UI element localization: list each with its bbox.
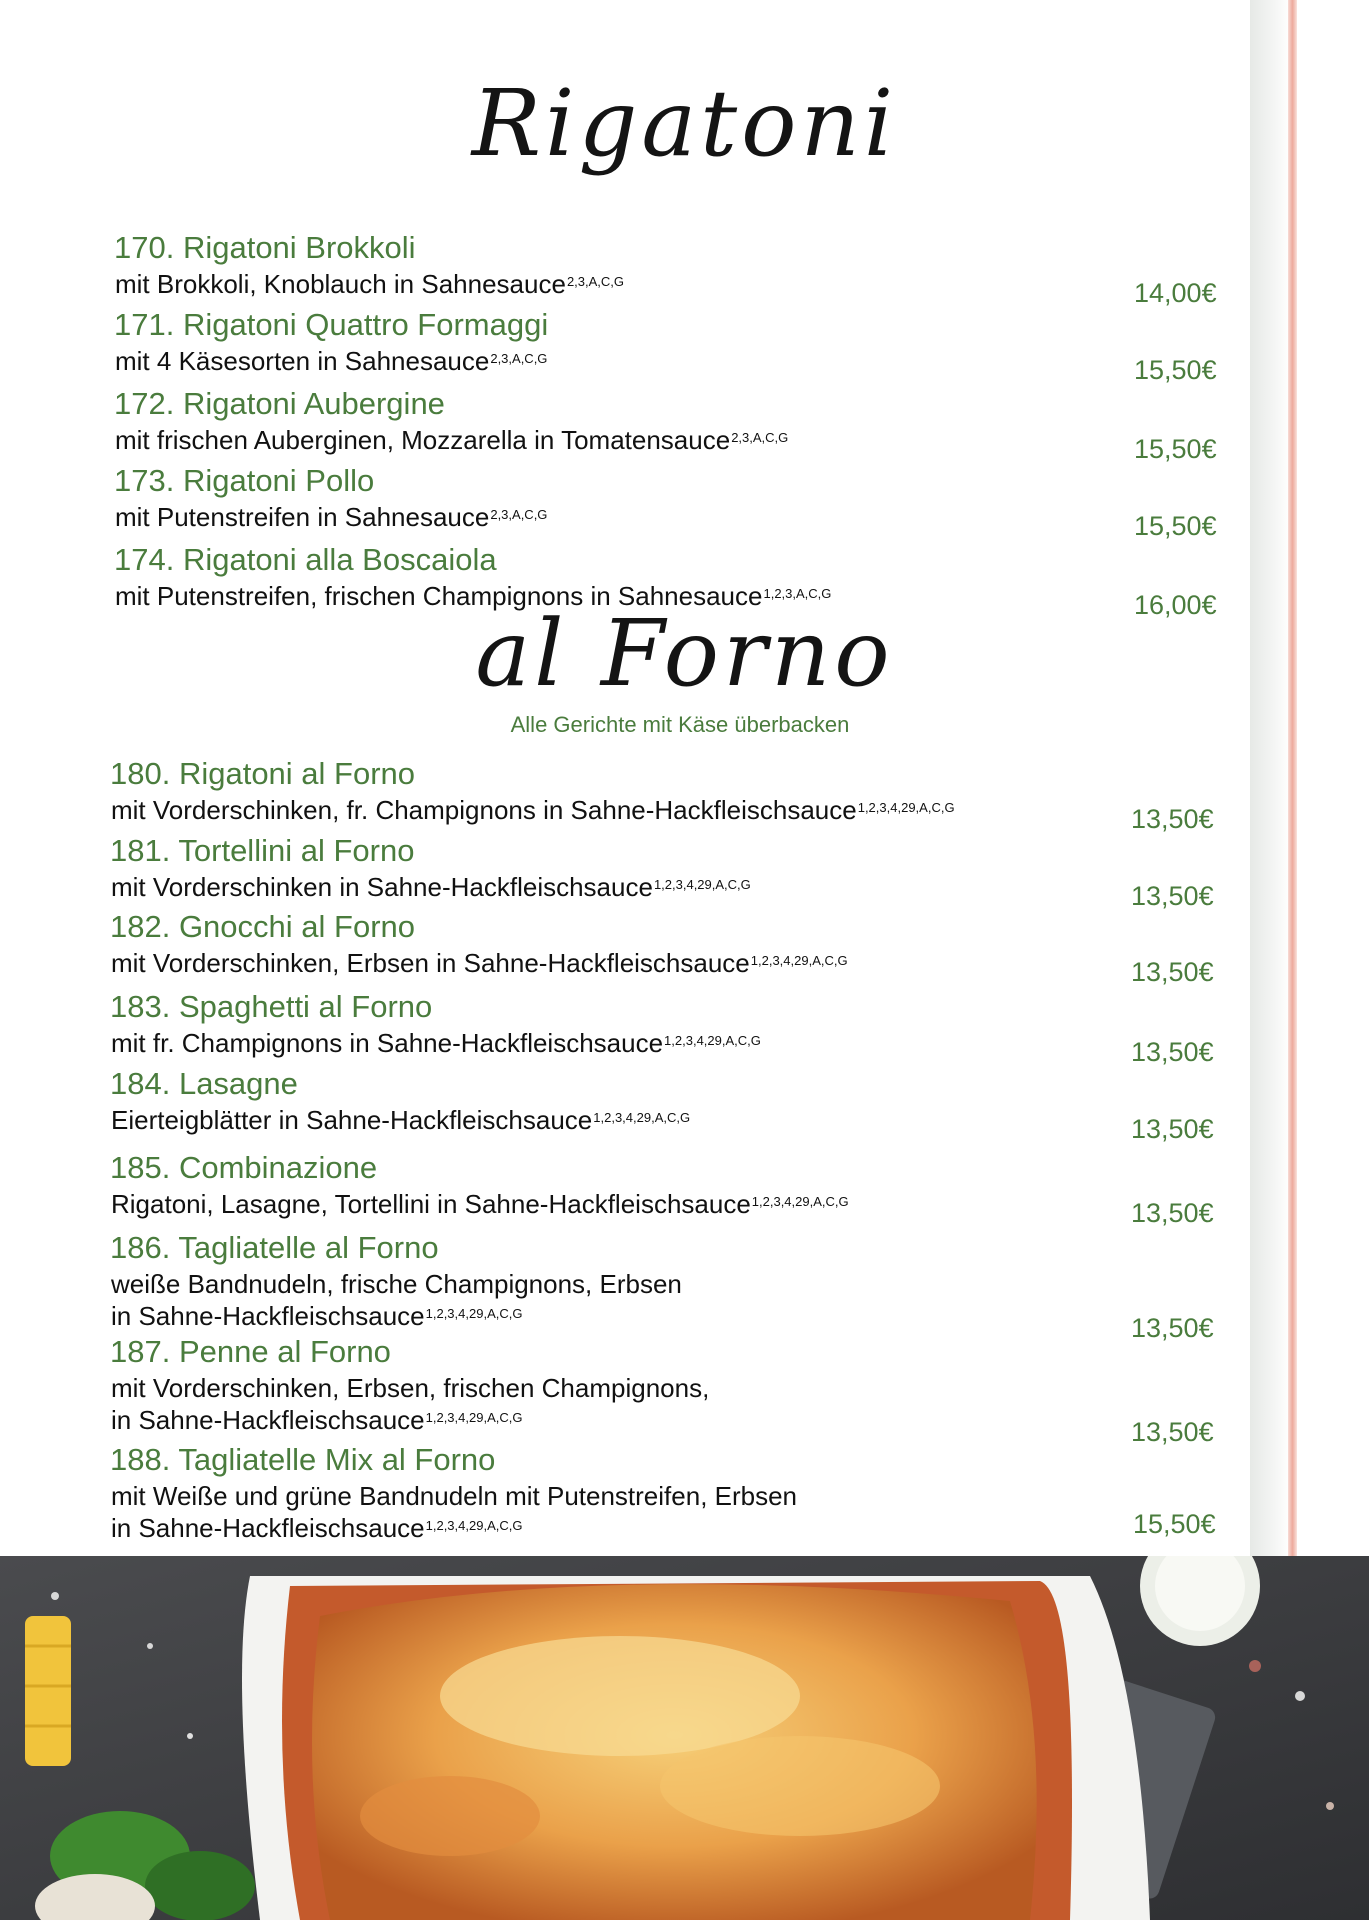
item-name: 187. Penne al Forno <box>110 1334 391 1369</box>
item-name: 188. Tagliatelle Mix al Forno <box>110 1442 496 1477</box>
allergen-codes: 1,2,3,4,29,A,C,G <box>653 877 751 892</box>
allergen-codes: 1,2,3,4,29,A,C,G <box>593 1110 691 1125</box>
item-description: weiße Bandnudeln, frische Champignons, Erbsen in Sahne-Hackfleischsauce$^{1,2,3,4,29,A,C,G}$ <box>111 1269 682 1331</box>
item-name: 184. Lasagne <box>110 1066 298 1101</box>
item-description: mit Vorderschinken, Erbsen in Sahne-Hackfleischsauce$^{1,2,3,4,29,A,C,G}$ <box>111 948 848 978</box>
item-price: 13,50€ <box>1131 1037 1214 1067</box>
allergen-codes: 1,2,3,4,29,A,C,G <box>425 1410 523 1425</box>
item-price: 13,50€ <box>1131 881 1214 911</box>
item-description: Eierteigblätter in Sahne-Hackfleischsauce$^{1,2,3,4,29,A,C,G}$ <box>111 1105 691 1135</box>
allergen-codes: 2,3,A,C,G <box>566 274 625 289</box>
item-description: Rigatoni, Lasagne, Tortellini in Sahne-Hackfleischsauce$^{1,2,3,4,29,A,C,G}$ <box>111 1189 849 1219</box>
item-price: 16,00€ <box>1134 590 1217 620</box>
allergen-codes: 1,2,3,4,29,A,C,G <box>750 953 848 968</box>
allergen-codes: 2,3,A,C,G <box>490 351 548 366</box>
item-description: mit Brokkoli, Knoblauch in Sahnesauce$^{2,3,A,C,G}$ <box>115 269 625 299</box>
allergen-codes: 1,2,3,A,C,G <box>763 586 832 601</box>
item-price: 15,50€ <box>1134 511 1217 541</box>
item-price: 13,50€ <box>1131 957 1214 987</box>
allergen-codes: 1,2,3,4,29,A,C,G <box>425 1306 523 1321</box>
item-description: mit frischen Auberginen, Mozzarella in Tomatensauce$^{2,3,A,C,G}$ <box>115 425 789 455</box>
item-price: 13,50€ <box>1131 804 1214 834</box>
item-name: 171. Rigatoni Quattro Formaggi <box>114 307 549 342</box>
allergen-codes: 1,2,3,4,29,A,C,G <box>425 1518 523 1533</box>
item-name: 186. Tagliatelle al Forno <box>110 1230 439 1265</box>
item-name: 173. Rigatoni Pollo <box>114 463 375 498</box>
section-title-al-forno: al Forno <box>475 600 894 707</box>
allergen-codes: 1,2,3,4,29,A,C,G <box>751 1194 849 1209</box>
section-title-rigatoni: Rigatoni <box>471 70 898 177</box>
item-description: mit fr. Champignons in Sahne-Hackfleischsauce$^{1,2,3,4,29,A,C,G}$ <box>111 1028 761 1058</box>
item-description: mit Vorderschinken, Erbsen, frischen Champignons, in Sahne-Hackfleischsauce$^{1,2,3,4,29,A,C,G}$ <box>111 1373 710 1435</box>
item-price: 15,50€ <box>1133 1509 1216 1539</box>
item-description: mit Vorderschinken in Sahne-Hackfleischsauce$^{1,2,3,4,29,A,C,G}$ <box>111 872 751 902</box>
item-price: 14,00€ <box>1134 278 1217 308</box>
baked-pasta-illustration <box>0 1556 1369 1920</box>
allergen-codes: 1,2,3,4,29,A,C,G <box>664 1033 761 1048</box>
item-description: mit Vorderschinken, fr. Champignons in Sahne-Hackfleischsauce$^{1,2,3,4,29,A,C,G}$ <box>111 795 955 825</box>
item-name: 170. Rigatoni Brokkoli <box>114 230 416 265</box>
item-price: 13,50€ <box>1131 1114 1214 1144</box>
item-description: mit Putenstreifen, frischen Champignons in Sahnesauce$^{1,2,3,A,C,G}$ <box>115 581 832 611</box>
item-name: 180. Rigatoni al Forno <box>110 756 416 791</box>
item-description: mit Weiße und grüne Bandnudeln mit Putenstreifen, Erbsen in Sahne-Hackfleischsauce$^{1,2,3,4,29,A,C,G}$ <box>111 1481 798 1543</box>
item-name: 182. Gnocchi al Forno <box>110 909 416 944</box>
decorative-stripe <box>1250 0 1290 1556</box>
item-description: mit 4 Käsesorten in Sahnesauce$^{2,3,A,C,G}$ <box>115 346 548 376</box>
allergen-codes: 2,3,A,C,G <box>490 507 548 522</box>
item-name: 172. Rigatoni Aubergine <box>114 386 445 421</box>
allergen-codes: 1,2,3,4,29,A,C,G <box>857 800 955 815</box>
decorative-stripe-pink <box>1288 0 1297 1556</box>
item-price: 15,50€ <box>1134 434 1217 464</box>
item-price: 13,50€ <box>1131 1417 1214 1447</box>
section-subtitle: Alle Gerichte mit Käse überbacken <box>510 712 850 737</box>
item-name: 183. Spaghetti al Forno <box>110 989 433 1024</box>
item-name: 174. Rigatoni alla Boscaiola <box>114 542 497 577</box>
allergen-codes: 2,3,A,C,G <box>731 430 789 445</box>
item-price: 15,50€ <box>1134 355 1217 385</box>
item-description: mit Putenstreifen in Sahnesauce$^{2,3,A,C,G}$ <box>115 502 548 532</box>
item-price: 13,50€ <box>1131 1313 1214 1343</box>
item-price: 13,50€ <box>1131 1198 1214 1228</box>
item-name: 185. Combinazione <box>110 1150 378 1185</box>
item-name: 181. Tortellini al Forno <box>110 833 415 868</box>
baked-pasta-photo <box>0 1556 1369 1920</box>
